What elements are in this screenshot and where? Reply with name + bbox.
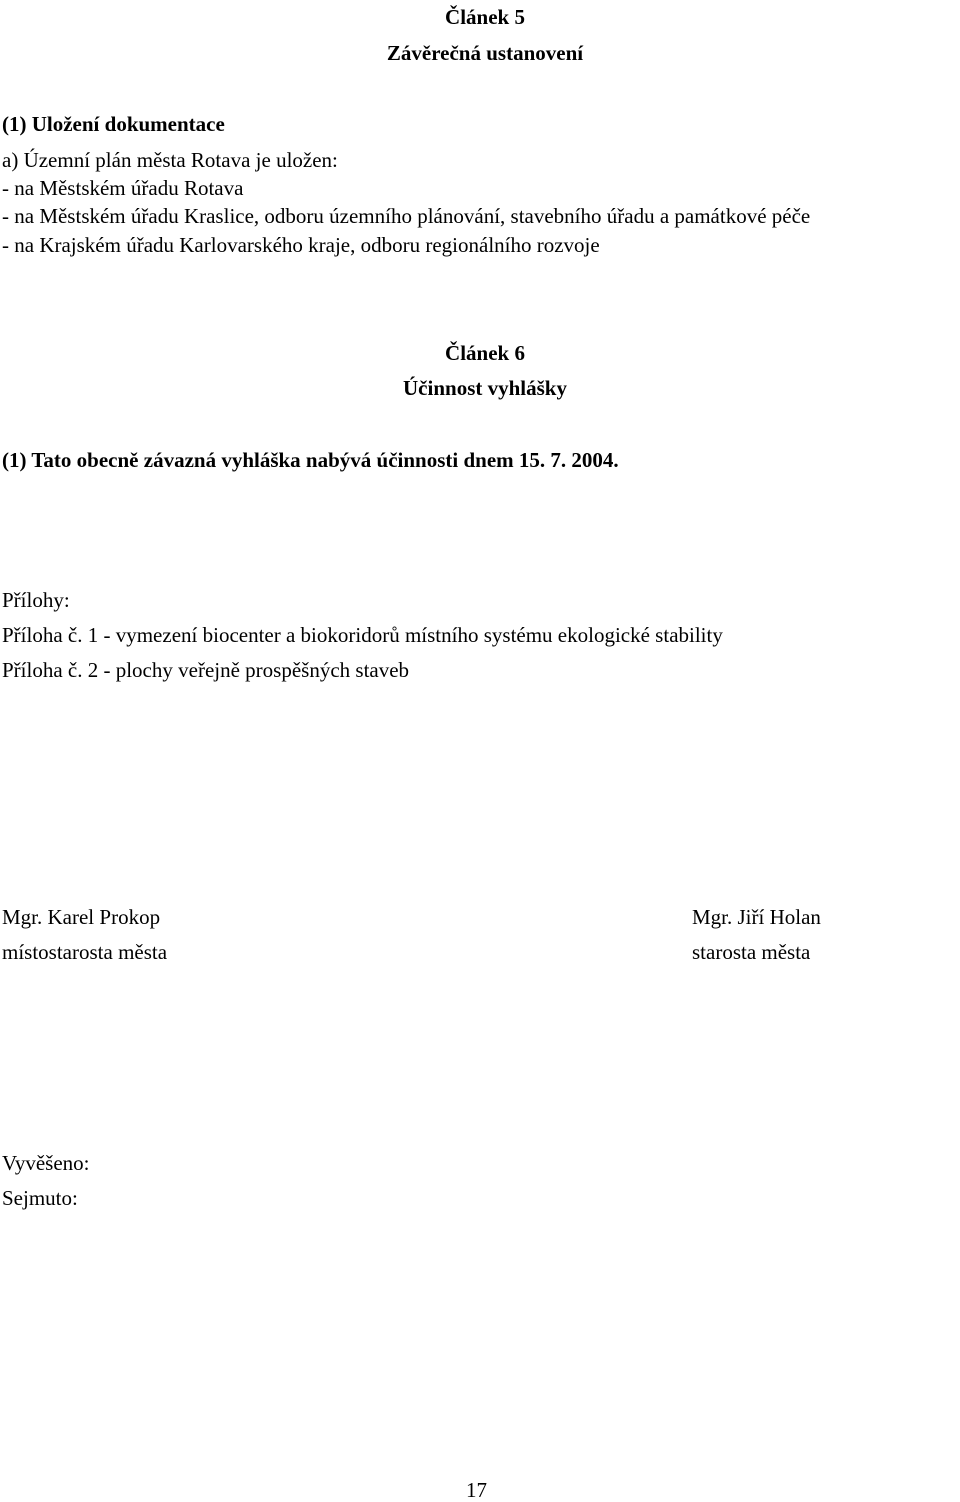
signature-left-name: Mgr. Karel Prokop [2, 905, 161, 929]
article6-heading: Článek 6 [445, 341, 525, 365]
signature-right-role: starosta města [692, 940, 811, 964]
removed-label: Sejmuto: [2, 1186, 78, 1210]
documentation-line: - na Městském úřadu Kraslice, odboru územního plánování, stavebního úřadu a památkové péče [2, 204, 811, 228]
signature-left-role: místostarosta města [2, 940, 168, 964]
article6-text: (1) Tato obecně závazná vyhláška nabývá účinnosti dnem 15. 7. 2004. [2, 448, 619, 472]
attachment-item: Příloha č. 2 - plochy veřejně prospěšných staveb [2, 658, 410, 682]
article5-heading: Článek 5 [445, 5, 525, 29]
article6-title: Účinnost vyhlášky [403, 376, 567, 400]
documentation-heading: (1) Uložení dokumentace [2, 112, 225, 136]
attachments-heading: Přílohy: [2, 588, 70, 612]
documentation-line: - na Městském úřadu Rotava [2, 176, 244, 200]
documentation-line: - na Krajském úřadu Karlovarského kraje, odboru regionálního rozvoje [2, 233, 600, 257]
posted-label: Vyvěšeno: [2, 1151, 90, 1175]
page-number: 17 [466, 1478, 487, 1502]
signature-right-name: Mgr. Jiří Holan [692, 905, 821, 929]
attachment-item: Příloha č. 1 - vymezení biocenter a biokoridorů místního systému ekologické stability [2, 623, 723, 647]
article5-title: Závěrečná ustanovení [386, 41, 584, 65]
documentation-line: a) Územní plán města Rotava je uložen: [2, 148, 338, 172]
